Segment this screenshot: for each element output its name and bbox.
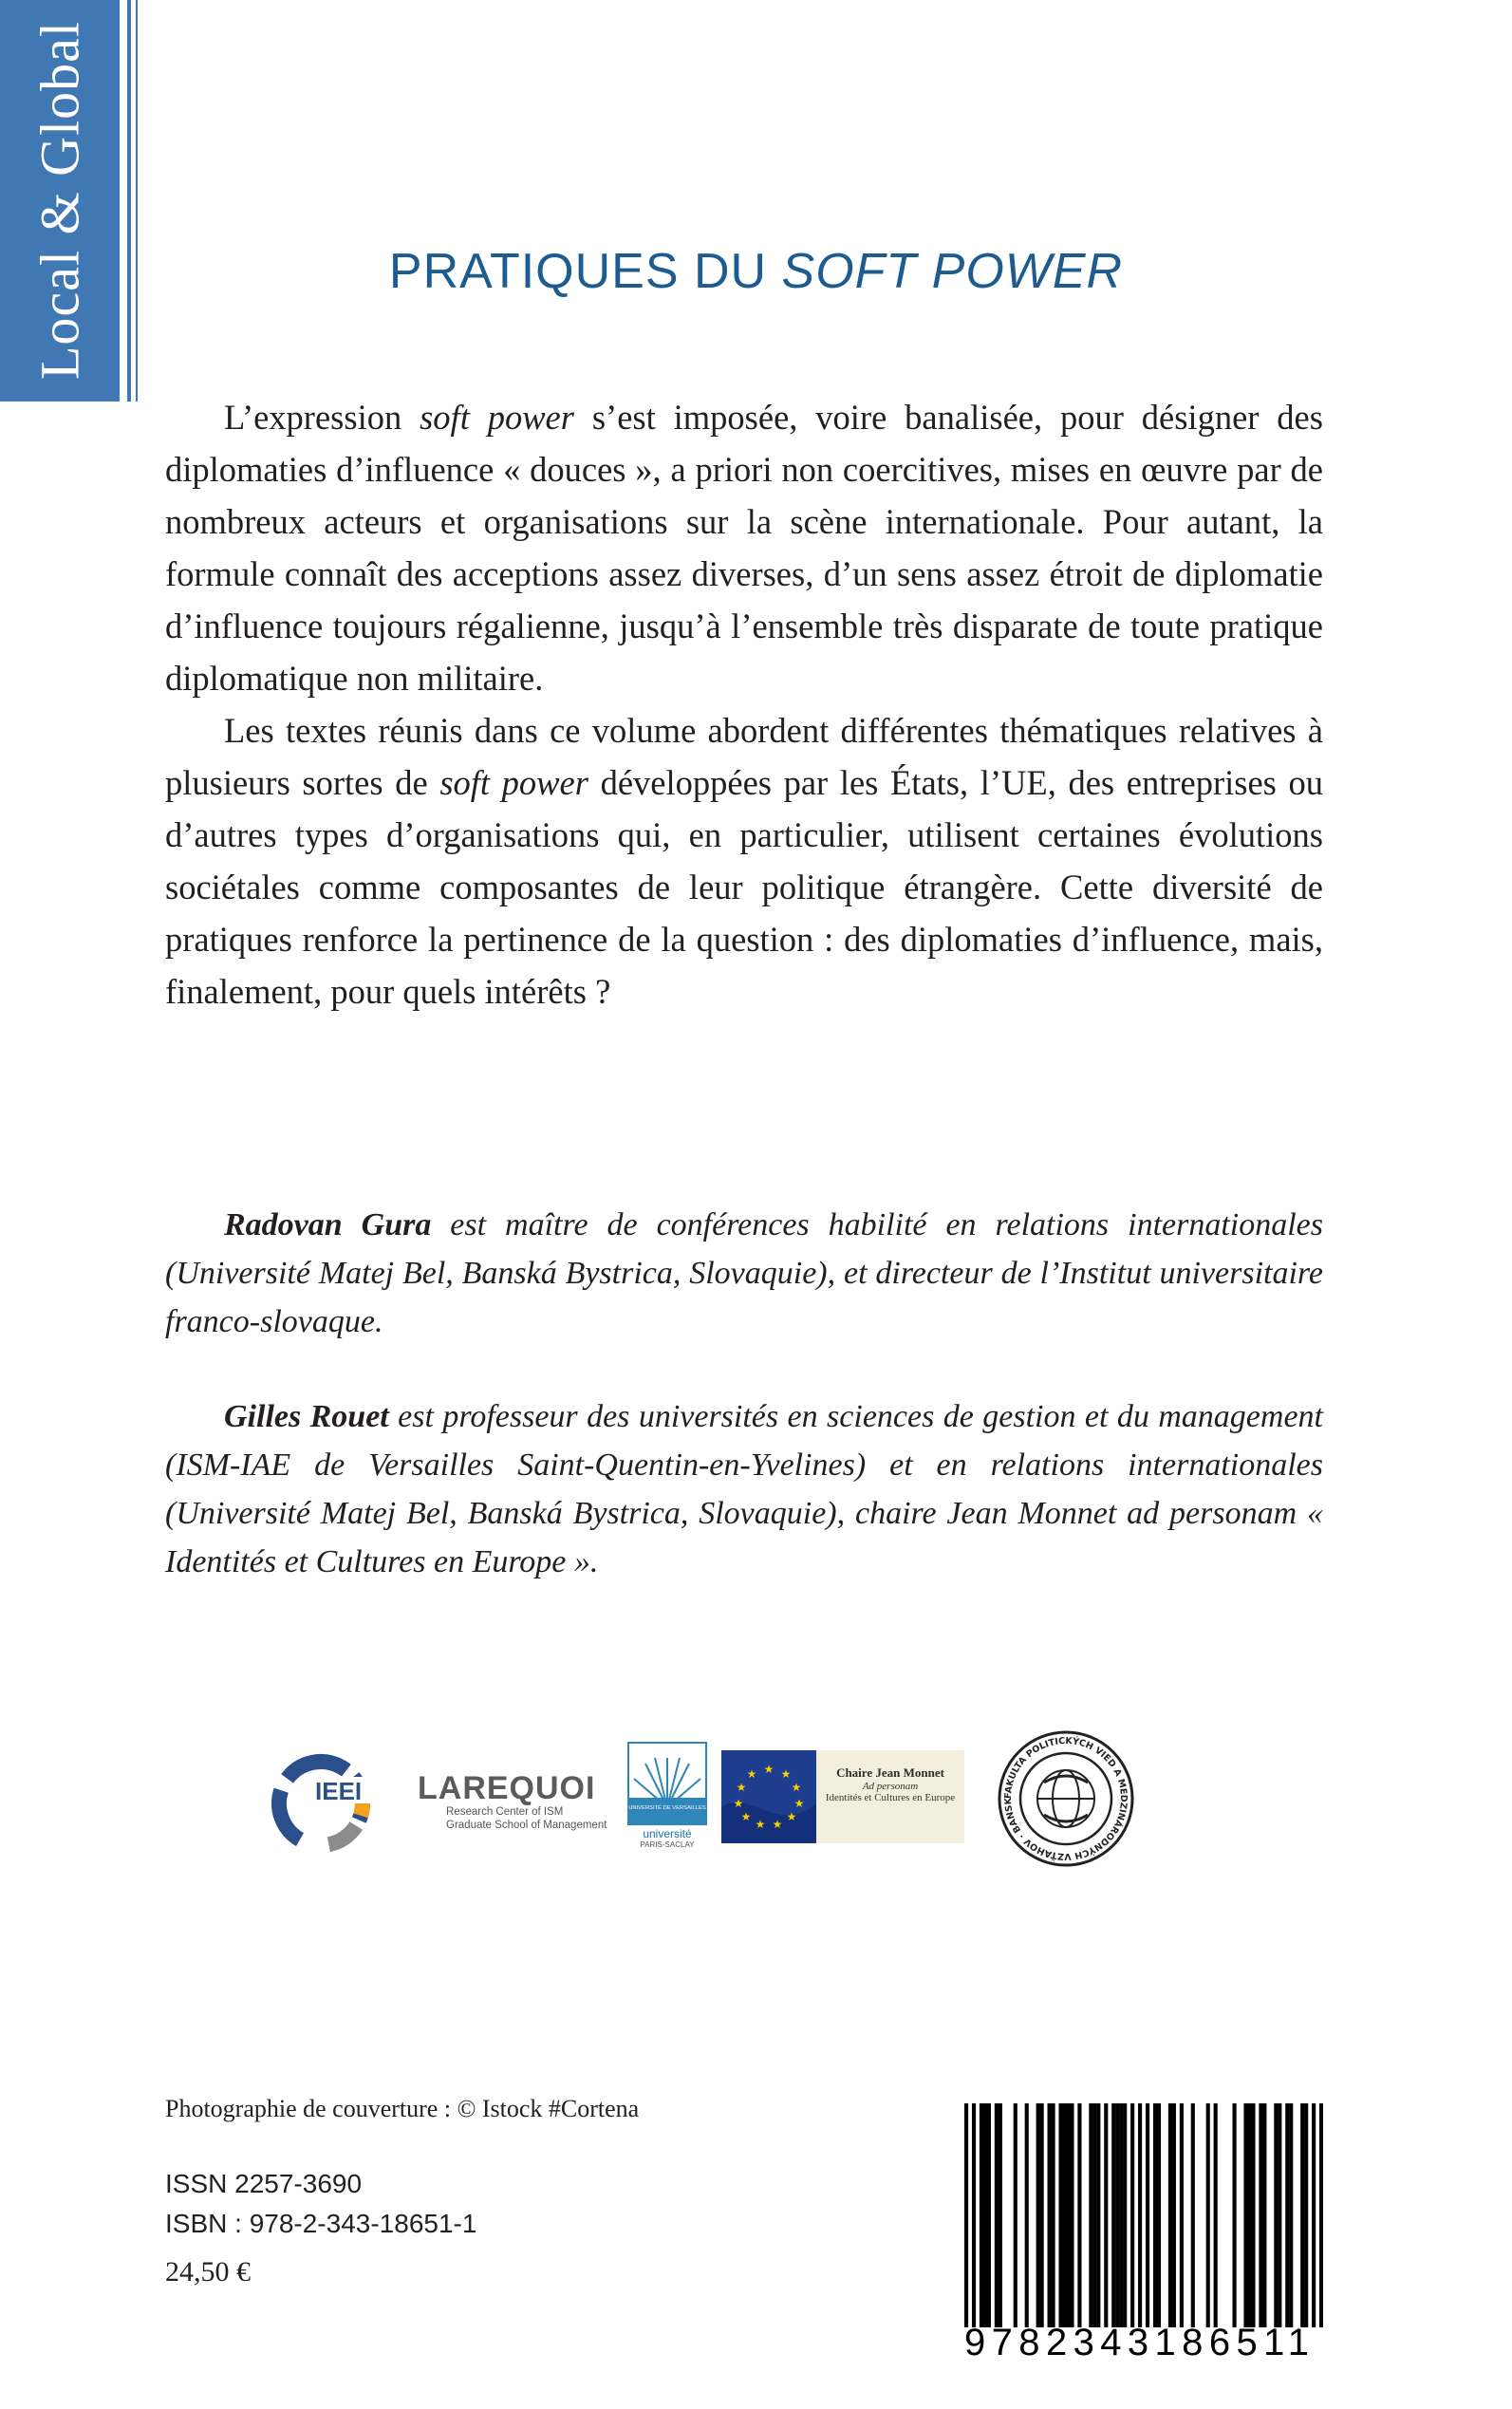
barcode-bar — [1036, 2103, 1040, 2327]
barcode-bar — [1191, 2103, 1195, 2327]
barcode-bar — [1070, 2103, 1073, 2327]
barcode-bar — [1089, 2103, 1092, 2327]
larequoi-subtitle: Research Center of ISM — [446, 1806, 564, 1818]
barcode-bar — [1138, 2103, 1142, 2327]
barcode-bar — [1096, 2103, 1100, 2327]
larequoi-logo — [418, 1771, 607, 1847]
barcode-bar — [1115, 2103, 1119, 2327]
eu-flag-icon — [721, 1750, 816, 1843]
barcode-bar — [1153, 2103, 1157, 2327]
jean-monnet-subtitle: Identités et Cultures en Europe — [825, 1792, 956, 1803]
barcode-bar — [995, 2103, 999, 2327]
barcode-bar — [1233, 2103, 1237, 2327]
author-bio — [165, 1201, 1323, 1346]
author-bio-text: est maître de conférences habilité en relations internationales (Université Matej Bel, Banská Bystrica, Slovaquie), et directeur de l’Institut universitaire franco-slovaque. — [165, 1207, 1323, 1339]
barcode-bar — [999, 2103, 1002, 2327]
uvsq-logo — [626, 1741, 708, 1862]
barcode-bar — [1025, 2103, 1029, 2327]
barcode-bar — [1146, 2103, 1149, 2327]
issn: ISSN 2257-3690 — [165, 2169, 363, 2198]
book-title-prefix: PRATIQUES DU — [388, 244, 782, 299]
jean-monnet-subtitle: Ad personam — [862, 1781, 919, 1792]
svg-text:★: ★ — [746, 1767, 757, 1781]
barcode-bar — [1251, 2103, 1255, 2327]
jean-monnet-logo — [721, 1750, 964, 1843]
larequoi-name: LAREQUOI — [418, 1770, 596, 1806]
fpvmv-seal — [995, 1727, 1137, 1870]
svg-text:★: ★ — [755, 1818, 766, 1831]
series-rule — [127, 0, 131, 402]
uvsq-caption-line: université — [643, 1827, 692, 1840]
back-cover-blurb — [165, 391, 1323, 1018]
barcode-bar — [1168, 2103, 1172, 2327]
blurb-paragraph — [165, 391, 1323, 704]
svg-text:★: ★ — [733, 1797, 744, 1810]
book-title — [0, 243, 1512, 300]
author-bio — [165, 1392, 1323, 1586]
barcode-bar — [1157, 2103, 1161, 2327]
photo-credit: Photographie de couverture : © Istock #Cortena — [165, 2095, 640, 2122]
svg-text:FAKULTA POLITICKÝCH VIED A MED: FAKULTA POLITICKÝCH VIED A MEDZINÁRODNÝCH VZŤAHOV · BANSK — [1002, 1735, 1129, 1862]
barcode-bar — [1278, 2103, 1281, 2327]
book-title-italic: SOFT POWER — [781, 244, 1124, 299]
author-name: Gilles Rouet — [224, 1399, 389, 1434]
barcode-bar — [1077, 2103, 1081, 2327]
barcode-bar — [1014, 2103, 1017, 2327]
blurb-italic-term: soft power — [420, 398, 574, 437]
barcode-bar — [1274, 2103, 1278, 2327]
svg-text:★: ★ — [736, 1781, 747, 1794]
barcode-bar — [1289, 2103, 1293, 2327]
barcode-bar — [1312, 2103, 1316, 2327]
price: 24,50 € — [165, 2256, 251, 2288]
series-rule — [136, 0, 138, 402]
barcode-bar — [1247, 2103, 1251, 2327]
barcode-bar — [1180, 2103, 1184, 2327]
barcode-bar — [1300, 2103, 1304, 2327]
barcode-bar — [1285, 2103, 1289, 2327]
barcode-bar — [1130, 2103, 1134, 2327]
jean-monnet-text — [816, 1750, 964, 1843]
barcode-bar — [964, 2103, 968, 2327]
svg-text:★: ★ — [763, 1763, 775, 1776]
barcode-bar — [1062, 2103, 1066, 2327]
ieei-logo-text: IEEI — [315, 1777, 363, 1805]
blurb-paragraph — [165, 704, 1323, 1018]
uvsq-banner-text: UNIVERSITÉ DE VERSAILLES — [628, 1805, 706, 1811]
barcode-bar — [1104, 2103, 1108, 2327]
barcode-bar — [1206, 2103, 1210, 2327]
uvsq-caption — [626, 1828, 708, 1851]
barcode-bar — [1058, 2103, 1062, 2327]
svg-text:★: ★ — [772, 1818, 783, 1831]
barcode-bar — [1319, 2103, 1323, 2327]
jean-monnet-title: Chaire Jean Monnet — [836, 1765, 944, 1780]
barcode-bar — [972, 2103, 976, 2327]
series-band — [0, 0, 120, 402]
barcode-digits: 9782343186511 — [964, 2322, 1316, 2363]
svg-text:★: ★ — [780, 1767, 792, 1781]
svg-text:★: ★ — [793, 1797, 805, 1810]
isbn: ISBN : 978-2-343-18651-1 — [165, 2209, 477, 2238]
barcode-bar — [1066, 2103, 1070, 2327]
svg-text:★: ★ — [786, 1810, 797, 1823]
blurb-text: Les textes réunis dans ce volume abordent différentes thématiques relatives à plusieurs sortes de — [165, 711, 1323, 802]
barcode-bar — [1259, 2103, 1262, 2327]
barcode-bar — [1092, 2103, 1096, 2327]
barcode-bar — [1214, 2103, 1218, 2327]
barcode-bar — [1052, 2103, 1055, 2327]
barcode-bar — [1111, 2103, 1115, 2327]
barcode-bar — [983, 2103, 987, 2327]
blurb-text: développées par les États, l’UE, des entreprises ou d’autres types d’organisations qui, en particulier, utilisent certaines évolutions sociétales comme composantes de leur politique étrangère. Cette diversité de pratiques renforce la pertinence de la question : des diplomaties d’influence, mais, finalement, pour quels intérêts ? — [165, 763, 1323, 1011]
blurb-text: s’est imposée, voire banalisée, pour désigner des diplomaties d’influence « douces », a priori non coercitives, mises en œuvre par de nombreux acteurs et organisations sur la scène internationale. Pour autant, la formule connaît des acceptions assez diverses, d’un sens assez étroit de diplomatie d’influence toujours régalienne, jusqu’à l’ensemble très disparate de toute pratique diplomatique non militaire. — [165, 398, 1323, 698]
isbn-barcode — [964, 2103, 1323, 2327]
barcode-bar — [1048, 2103, 1052, 2327]
author-bio-text: est professeur des universités en sciences de gestion et du management (ISM-IAE de Versailles Saint-Quentin-en-Yvelines) et en relations internationales (Université Matej Bel, Banská Bystrica, Slovaquie), chaire Jean Monnet ad personam « Identités et Cultures en Europe ». — [165, 1399, 1323, 1579]
blurb-italic-term: soft power — [439, 763, 588, 802]
barcode-bar — [1040, 2103, 1044, 2327]
uvsq-caption-line: PARIS-SACLAY — [640, 1840, 695, 1849]
author-name: Radovan Gura — [224, 1207, 432, 1242]
barcode-bar — [1262, 2103, 1266, 2327]
barcode-bar — [1243, 2103, 1247, 2327]
blurb-text: L’expression — [224, 398, 420, 437]
ieei-logo — [271, 1745, 393, 1858]
barcode-bar — [987, 2103, 991, 2327]
barcode-bar — [1304, 2103, 1308, 2327]
svg-text:★: ★ — [740, 1810, 752, 1823]
barcode-bar — [1123, 2103, 1127, 2327]
barcode-bar — [980, 2103, 983, 2327]
larequoi-subtitle: Graduate School of Management — [446, 1820, 607, 1831]
author-bios — [165, 1201, 1323, 1633]
barcode-bar — [1119, 2103, 1123, 2327]
barcode-bar — [1172, 2103, 1176, 2327]
series-label: Local & Global — [28, 20, 91, 381]
svg-text:★: ★ — [791, 1781, 802, 1794]
